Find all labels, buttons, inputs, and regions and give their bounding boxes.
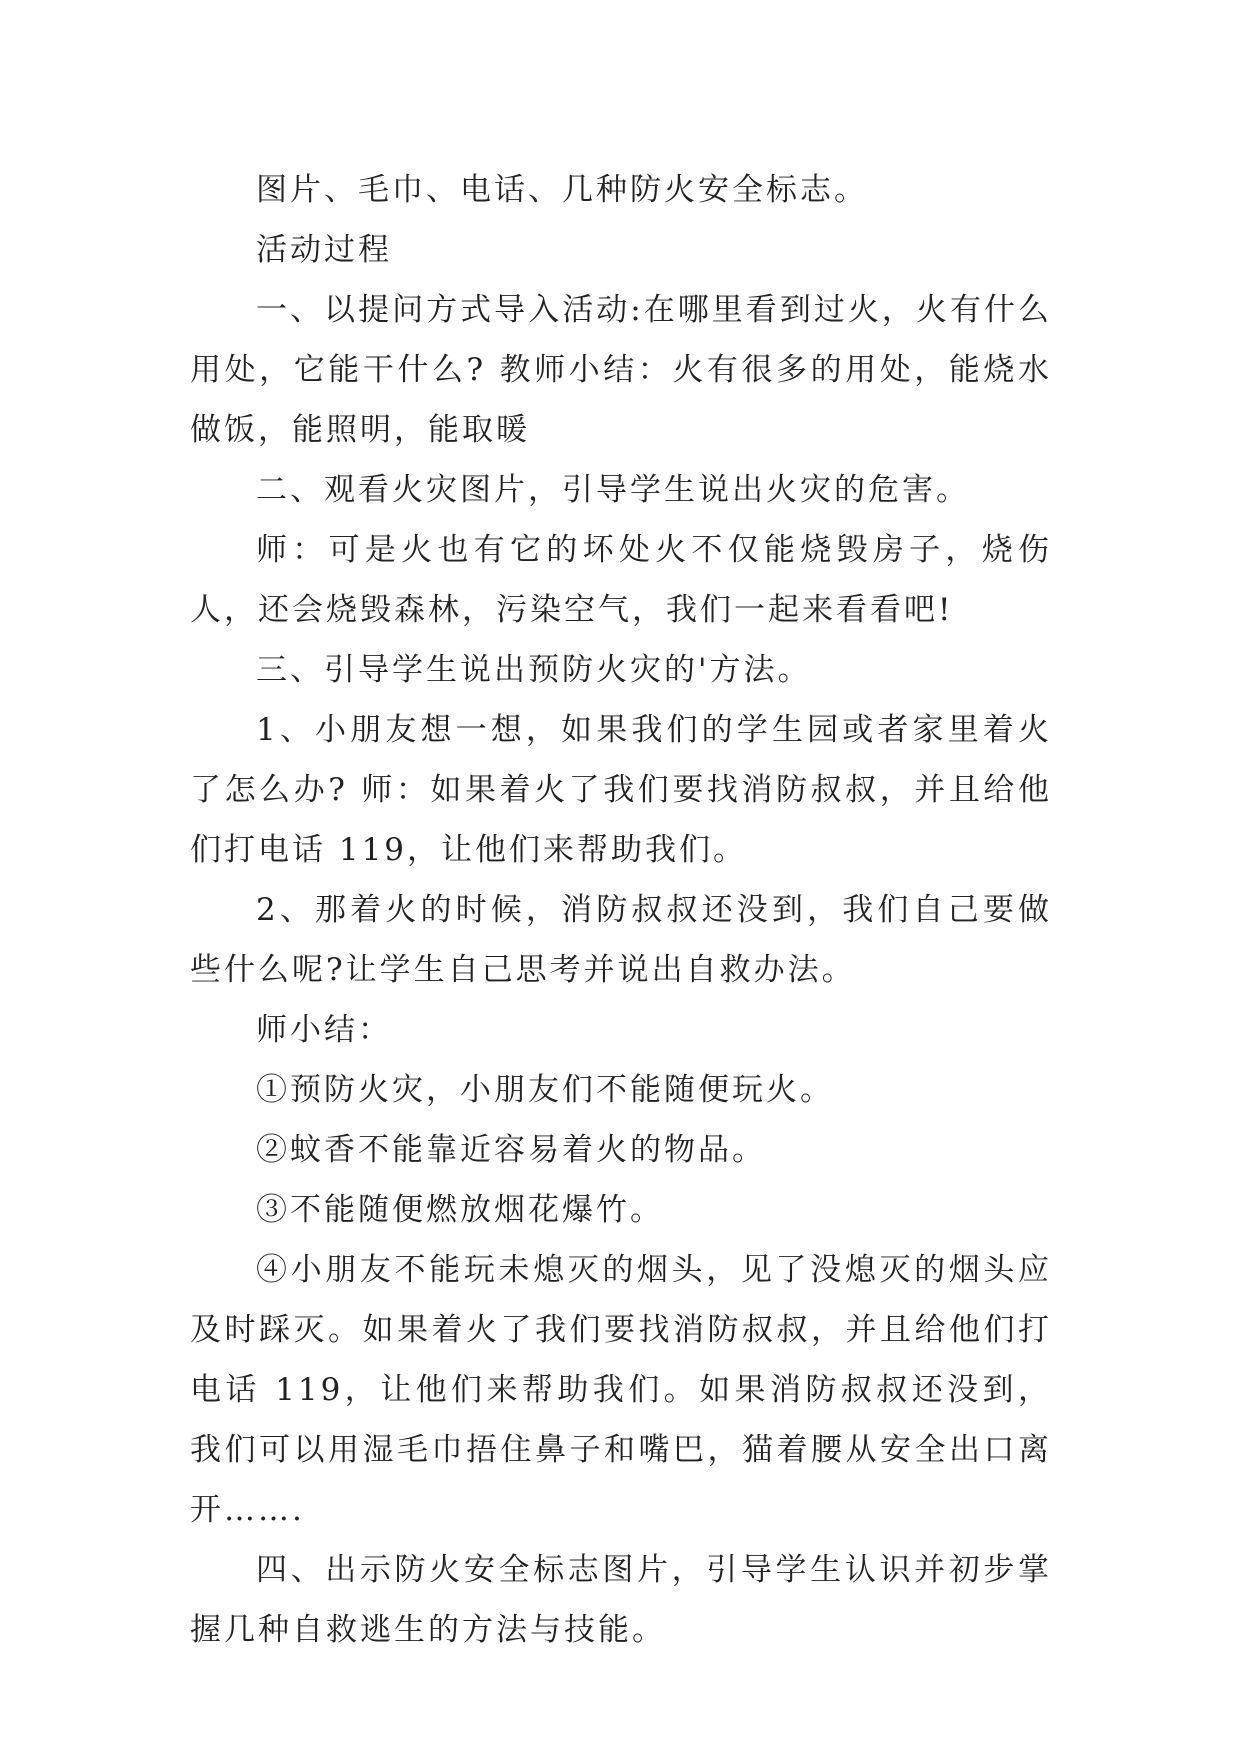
paragraph-step-3: 三、引导学生说出预防火灾的'方法。 bbox=[256, 652, 812, 688]
paragraph-item-2: 2、那着火的时候，消防叔叔还没到，我们自己要做些什么呢?让学生自己思考并说出自救办法。 bbox=[190, 892, 1052, 988]
paragraph-step-4: 四、出示防火安全标志图片，引导学生认识并初步掌握几种自救逃生的方法与技能。 bbox=[190, 1552, 1052, 1648]
paragraph-materials: 图片、毛巾、电话、几种防火安全标志。 bbox=[256, 172, 868, 208]
paragraph-summary-point-2: ②蚊香不能靠近容易着火的物品。 bbox=[256, 1132, 766, 1168]
paragraph-summary-point-1: ①预防火灾，小朋友们不能随便玩火。 bbox=[256, 1072, 834, 1108]
document-body bbox=[190, 160, 1052, 1660]
paragraph-teacher-remark: 师：可是火也有它的坏处火不仅能烧毁房子，烧伤人，还会烧毁森林，污染空气，我们一起来看看吧! bbox=[190, 532, 1052, 628]
paragraph-summary-point-4: ④小朋友不能玩未熄灭的烟头，见了没熄灭的烟头应及时踩灭。如果着火了我们要找消防叔叔，并且给他们打电话 119，让他们来帮助我们。如果消防叔叔还没到，我们可以用湿毛巾捂住鼻子和嘴巴，猫着腰从安全出口离开……. bbox=[190, 1252, 1052, 1528]
paragraph-summary-heading: 师小结： bbox=[256, 1012, 392, 1048]
paragraph-step-2: 二、观看火灾图片，引导学生说出火灾的危害。 bbox=[256, 472, 970, 508]
paragraph-step-1: 一、以提问方式导入活动:在哪里看到过火，火有什么用处，它能干什么? 教师小结：火有很多的用处，能烧水做饭，能照明，能取暖 bbox=[190, 292, 1052, 448]
paragraph-activity-process: 活动过程 bbox=[256, 232, 392, 268]
paragraph-summary-point-3: ③不能随便燃放烟花爆竹。 bbox=[256, 1192, 664, 1228]
paragraph-item-1: 1、小朋友想一想，如果我们的学生园或者家里着火了怎么办? 师：如果着火了我们要找消防叔叔，并且给他们打电话 119，让他们来帮助我们。 bbox=[190, 712, 1052, 868]
